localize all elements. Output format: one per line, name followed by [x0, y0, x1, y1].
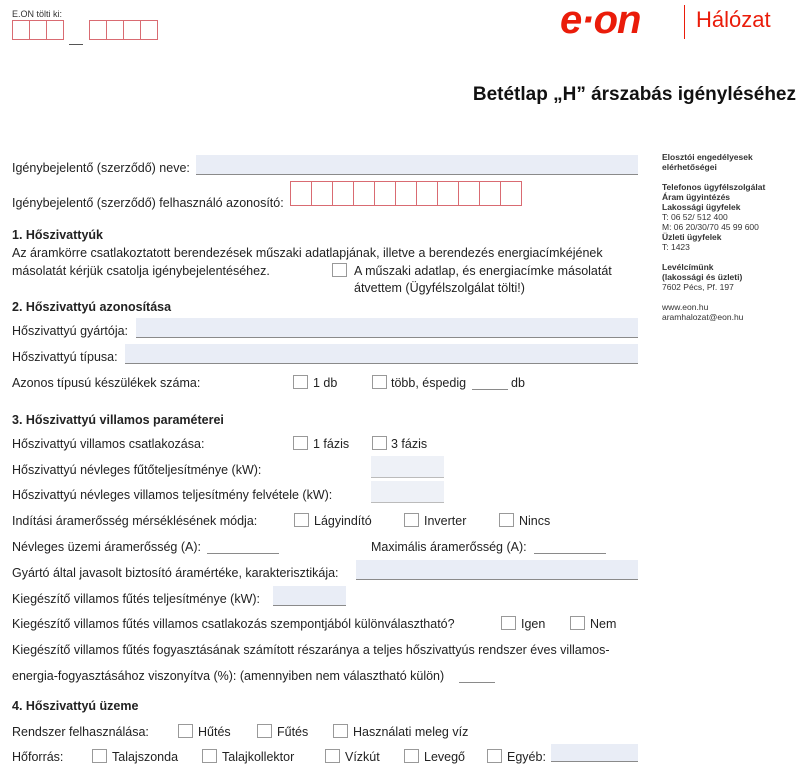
cooling-label: Hűtés: [198, 725, 231, 739]
count-more-checkbox[interactable]: [372, 375, 387, 389]
sidebar-contact: [662, 152, 765, 322]
manufacturer-input[interactable]: [136, 318, 638, 338]
count-more-input[interactable]: [472, 389, 508, 390]
count-more-label: több, éspedig: [391, 376, 467, 390]
aux-no-label: Nem: [590, 617, 617, 631]
sidebar-line: M: 06 20/30/70 45 99 600: [662, 222, 759, 232]
hotwater-label: Használati meleg víz: [353, 725, 469, 739]
collector-label: Talajkollektor: [222, 750, 295, 764]
probe-checkbox[interactable]: [92, 749, 107, 763]
aux-share-line2: energia-fogyasztásához viszonyítva (%): (amennyiben nem választható külön): [12, 669, 445, 683]
elec-power-input[interactable]: [371, 481, 444, 503]
type-input[interactable]: [125, 344, 638, 364]
page-title: Betétlap „H” árszabás igényléséhez: [472, 84, 796, 105]
none-checkbox[interactable]: [499, 513, 514, 527]
phase1-label: 1 fázis: [313, 437, 350, 451]
count-1db-label: 1 db: [313, 376, 338, 390]
phase3-checkbox[interactable]: [372, 436, 387, 450]
sidebar-line: elérhetőségei: [662, 162, 717, 172]
section1-text-line1: Az áramkörre csatlakoztatott berendezések műszaki adatlapjának, illetve a berendezés energiacímkéjének: [12, 246, 603, 260]
inverter-checkbox[interactable]: [404, 513, 419, 527]
aux-power-input[interactable]: [273, 586, 346, 606]
sidebar-line: Áram ügyintézés: [662, 192, 731, 202]
section3-heading: 3. Hőszivattyú villamos paraméterei: [12, 413, 224, 427]
section1-text-line2: másolatát kérjük csatolja igénybejelentéséhez.: [12, 264, 270, 278]
max-current-label: Maximális áramerősség (A):: [371, 540, 527, 554]
logo-divider: [684, 5, 685, 39]
section1-heading: 1. Hőszivattyúk: [12, 228, 104, 242]
connection-label: Hőszivattyú villamos csatlakozása:: [12, 437, 205, 451]
softstart-label: Lágyindító: [314, 514, 372, 528]
sidebar-line: Elosztói engedélyesek: [662, 152, 753, 162]
copy-received-label-2: átvettem (Ügyfélszolgálat tölti!): [354, 281, 525, 295]
elec-power-label: Hőszivattyú névleges villamos teljesítmény felvétele (kW):: [12, 488, 333, 502]
count-db-label: db: [511, 376, 525, 390]
sidebar-line: T: 06 52/ 512 400: [662, 212, 728, 222]
aux-no-checkbox[interactable]: [570, 616, 585, 630]
copy-received-label-1: A műszaki adatlap, és energiacímke másolatát: [354, 264, 612, 278]
heating-checkbox[interactable]: [257, 724, 272, 738]
water-checkbox[interactable]: [325, 749, 340, 763]
copy-received-checkbox[interactable]: [332, 263, 347, 277]
logo-subtitle: Hálózat: [696, 7, 771, 32]
cooling-checkbox[interactable]: [178, 724, 193, 738]
count-label: Azonos típusú készülékek száma:: [12, 376, 201, 390]
sidebar-line: 7602 Pécs, Pf. 197: [662, 282, 734, 292]
aux-power-label: Kiegészítő villamos fűtés teljesítménye (kW):: [12, 592, 260, 606]
sidebar-line: Telefonos ügyfélszolgálat: [662, 182, 766, 192]
section2-heading: 2. Hőszivattyú azonosítása: [12, 300, 172, 314]
section4-heading: 4. Hőszivattyú üzeme: [12, 699, 139, 713]
aux-separable-label: Kiegészítő villamos fűtés villamos csatlakozás szempontjából különválasztható?: [12, 617, 455, 631]
fuse-input[interactable]: [356, 560, 638, 580]
water-label: Vízkút: [345, 750, 380, 764]
user-id-boxes[interactable]: [290, 181, 522, 211]
heating-label: Fűtés: [277, 725, 309, 739]
source-label: Hőforrás:: [12, 750, 64, 764]
sidebar-line: T: 1423: [662, 242, 690, 252]
type-label: Hőszivattyú típusa:: [12, 350, 118, 364]
eon-code-boxes[interactable]: [12, 20, 158, 45]
sidebar-website: www.eon.hu: [662, 302, 709, 312]
fuse-label: Gyártó által javasolt biztosító áramértéke, karakterisztikája:: [12, 566, 339, 580]
hotwater-checkbox[interactable]: [333, 724, 348, 738]
air-label: Levegő: [424, 750, 466, 764]
eon-logo: e·on: [560, 0, 641, 42]
aux-share-line1: Kiegészítő villamos fűtés fogyasztásának számított részaránya a teljes hőszivattyús rendszer éves villamos-: [12, 643, 610, 657]
user-id-label: Igénybejelentő (szerződő) felhasználó azonosító:: [12, 196, 284, 210]
other-checkbox[interactable]: [487, 749, 502, 763]
sidebar-line: Lakossági ügyfelek: [662, 202, 741, 212]
name-label: Igénybejelentő (szerződő) neve:: [12, 161, 190, 175]
other-label: Egyéb:: [507, 750, 546, 764]
sidebar-line: (lakossági és üzleti): [662, 272, 743, 282]
rated-current-label: Névleges üzemi áramerősség (A):: [12, 540, 201, 554]
manufacturer-label: Hőszivattyú gyártója:: [12, 324, 129, 338]
usage-label: Rendszer felhasználása:: [12, 725, 149, 739]
phase1-checkbox[interactable]: [293, 436, 308, 450]
rated-current-input[interactable]: [207, 553, 279, 554]
aux-share-input[interactable]: [459, 682, 495, 683]
max-current-input[interactable]: [534, 553, 606, 554]
heat-power-label: Hőszivattyú névleges fűtőteljesítménye (kW):: [12, 463, 262, 477]
probe-label: Talajszonda: [112, 750, 179, 764]
sidebar-line: Üzleti ügyfelek: [662, 232, 722, 242]
none-label: Nincs: [519, 514, 551, 528]
sidebar-email: aramhalozat@eon.hu: [662, 312, 744, 322]
aux-yes-checkbox[interactable]: [501, 616, 516, 630]
softstart-checkbox[interactable]: [294, 513, 309, 527]
count-1db-checkbox[interactable]: [293, 375, 308, 389]
air-checkbox[interactable]: [404, 749, 419, 763]
other-input[interactable]: [551, 744, 638, 762]
collector-checkbox[interactable]: [202, 749, 217, 763]
inverter-label: Inverter: [424, 514, 467, 528]
heat-power-input[interactable]: [371, 456, 444, 478]
start-label: Indítási áramerősség mérséklésének módja:: [12, 514, 258, 528]
aux-yes-label: Igen: [521, 617, 546, 631]
sidebar-line: Levélcímünk: [662, 262, 714, 272]
eon-fills-label: E.ON tölti ki:: [12, 9, 63, 19]
phase3-label: 3 fázis: [391, 437, 428, 451]
name-input[interactable]: [196, 155, 638, 175]
